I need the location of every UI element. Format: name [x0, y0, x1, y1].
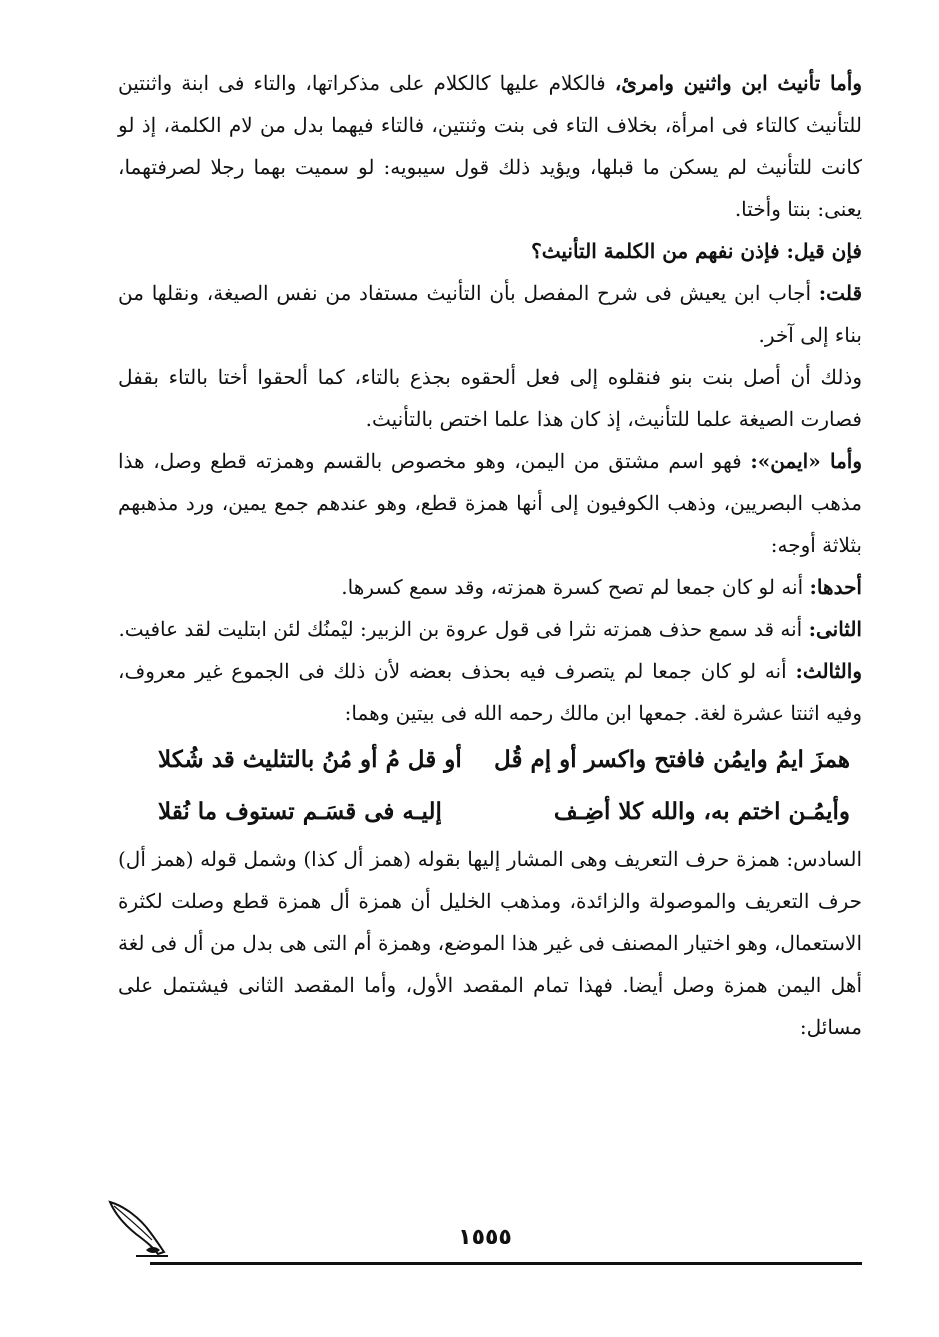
paragraph-4-text: وذلك أن أصل بنت بنو فنقلوه إلى فعل ألحقوه بجذع بالتاء، كما ألحقوا أختا بالتاء بقفل فصارت الصيغة علما للتأنيث، إذ كان هذا علما اختص بالتأنيث.: [118, 365, 862, 431]
paragraph-5-text: فهو اسم مشتق من اليمن، وهو مخصوص بالقسم وهمزته قطع وصل، هذا مذهب البصريين، وذهب الكوفيون إلى أنها همزة قطع، وهو عندهم جمع يمين، ورد مذهبهم بثلاثة أوجه:: [118, 449, 863, 557]
paragraph-1: [118, 62, 862, 230]
paragraph-3-text: أجاب ابن يعيش فى شرح المفصل بأن التأنيث مستفاد من نفس الصيغة، ونقلها من بناء إلى آخر.: [118, 281, 862, 347]
paragraph-7: [118, 608, 862, 650]
paragraph-8-text: أنه لو كان جمعا لم يتصرف فيه بحذف بعضه لأن ذلك فى الجموع غير معروف، وفيه اثنتا عشرة لغة. جمعها ابن مالك رحمه الله فى بيتين وهما:: [118, 659, 862, 725]
paragraph-7-text: أنه قد سمع حذف همزته نثرا فى قول عروة بن الزبير: ليْمنُك لئن ابتليت لقد عافيت.: [118, 617, 809, 641]
paragraph-5: [118, 440, 862, 566]
paragraph-6: [118, 566, 862, 608]
verse-2-first-hemistich: وأيمُـن اختم به، والله كلا أضِـف: [553, 798, 850, 825]
paragraph-4: [118, 356, 862, 440]
paragraph-3: [118, 272, 862, 356]
paragraph-6-lead: أحدها:: [809, 575, 862, 599]
closing-paragraph: السادس: همزة حرف التعريف وهى المشار إليها بقوله (همز أل كذا) وشمل قوله (همز أل) حرف التعريف والموصولة والزائدة، ومذهب الخليل أن همزة أل همزة قطع وصلت لكثرة الاستعمال، وهو اختيار المصنف فى غير هذا الموضع، وهمزة أم التى هى بدل من أل فى لغة أهل اليمن همزة وصل أيضا. فهذا تمام المقصد الأول، وأما المقصد الثانى فيشتمل على مسائل:: [118, 847, 863, 1039]
paragraph-5-lead: وأما «ايمن»:: [750, 449, 863, 473]
footer-rule: [150, 1262, 862, 1265]
paragraph-6-text: أنه لو كان جمعا لم تصح كسرة همزته، وقد سمع كسرها.: [341, 575, 810, 599]
paragraph-8-lead: والثالث:: [795, 659, 862, 683]
verse-2-second-hemistich: إليـه فى قسَـم تستوف ما نُقلا: [158, 798, 442, 825]
paragraph-8: [118, 650, 862, 734]
verse-1-first-hemistich: همزَ ايمُ وايمُن فافتح واكسر أو إم قُل: [494, 746, 850, 773]
paragraph-1-lead: وأما تأنيث ابن واثنين وامرئ،: [614, 71, 862, 95]
text-body: [118, 62, 862, 1048]
paragraph-1-text: فالكلام عليها كالكلام على مذكراتها، والتاء فى ابنة واثنتين للتأنيث كالتاء فى امرأة، بخلاف التاء فى بنت وثنتين، فالتاء فيهما بدل من لام الكلمة، إذ لو كانت للتأنيث لم يسكن ما قبلها، ويؤيد ذلك قول سيبويه: لو سميت بهما رجلا لصرفتهما، يعنى: بنتا وأختا.: [118, 71, 862, 221]
paragraph-7-lead: الثانى:: [808, 617, 862, 641]
verse-1-second-hemistich: أو قل مُ أو مُنُ بالتثليث قد شُكلا: [158, 746, 462, 773]
page-number: ١٥٥٥: [458, 1225, 512, 1250]
verse-line-1: [118, 734, 862, 786]
paragraph-2-lead: فإن قيل: فإذن نفهم من الكلمة التأنيث؟: [531, 239, 862, 263]
paragraph-2: [118, 230, 862, 272]
verse-line-2: [118, 786, 862, 838]
paragraph-3-lead: قلت:: [818, 281, 862, 305]
quill-pen-icon: [106, 1196, 172, 1262]
